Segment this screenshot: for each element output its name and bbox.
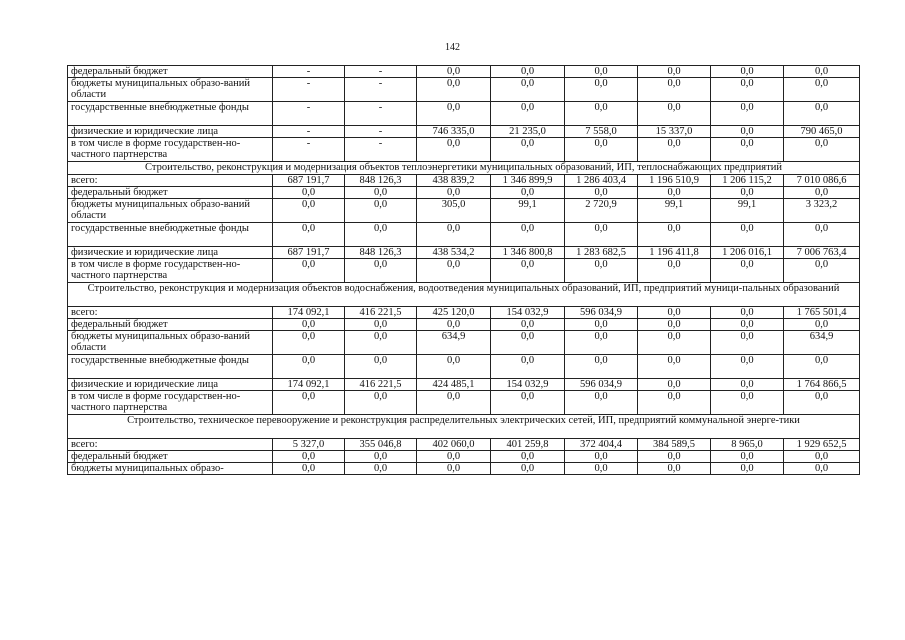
value-cell: 0,0 bbox=[491, 78, 565, 102]
value-cell: 7 010 086,6 bbox=[784, 175, 860, 187]
row-label: бюджеты муниципальных образо-ваний области bbox=[68, 331, 273, 355]
value-cell: 0,0 bbox=[417, 138, 491, 162]
value-cell: 1 764 866,5 bbox=[784, 379, 860, 391]
value-cell: - bbox=[345, 138, 417, 162]
row-label: физические и юридические лица bbox=[68, 126, 273, 138]
value-cell: 0,0 bbox=[784, 138, 860, 162]
value-cell: 687 191,7 bbox=[273, 247, 345, 259]
value-cell: 0,0 bbox=[711, 355, 784, 379]
value-cell: 8 965,0 bbox=[711, 439, 784, 451]
section-title: Строительство, техническое перевооружение и реконструкция распределительных электрических сетей, ИП, предприятий коммунальной энерге-тики bbox=[68, 415, 860, 439]
value-cell: 687 191,7 bbox=[273, 175, 345, 187]
row-label: федеральный бюджет bbox=[68, 319, 273, 331]
value-cell: 1 283 682,5 bbox=[565, 247, 638, 259]
value-cell: 0,0 bbox=[491, 331, 565, 355]
value-cell: 2 720,9 bbox=[565, 199, 638, 223]
value-cell: 0,0 bbox=[417, 66, 491, 78]
table-row bbox=[68, 187, 860, 199]
value-cell: 634,9 bbox=[784, 331, 860, 355]
value-cell: 0,0 bbox=[638, 463, 711, 475]
value-cell: 0,0 bbox=[638, 451, 711, 463]
value-cell: 0,0 bbox=[417, 223, 491, 247]
section-header-row bbox=[68, 415, 860, 439]
value-cell: 0,0 bbox=[417, 463, 491, 475]
value-cell: 1 346 899,9 bbox=[491, 175, 565, 187]
value-cell: 0,0 bbox=[345, 259, 417, 283]
value-cell: 0,0 bbox=[638, 187, 711, 199]
table-row bbox=[68, 199, 860, 223]
value-cell: 438 839,2 bbox=[417, 175, 491, 187]
table-row bbox=[68, 463, 860, 475]
value-cell: 0,0 bbox=[417, 319, 491, 331]
value-cell: 0,0 bbox=[638, 319, 711, 331]
value-cell: 790 465,0 bbox=[784, 126, 860, 138]
value-cell: 0,0 bbox=[345, 199, 417, 223]
value-cell: 0,0 bbox=[711, 187, 784, 199]
value-cell: 746 335,0 bbox=[417, 126, 491, 138]
section-title: Строительство, реконструкция и модернизация объектов водоснабжения, водоотведения муниципальных образований, ИП, предприятий муници-пальных образований bbox=[68, 283, 860, 307]
value-cell: 0,0 bbox=[565, 451, 638, 463]
value-cell: 0,0 bbox=[711, 102, 784, 126]
value-cell: 0,0 bbox=[345, 391, 417, 415]
value-cell: - bbox=[345, 102, 417, 126]
row-label: бюджеты муниципальных образо- bbox=[68, 463, 273, 475]
row-label: государственные внебюджетные фонды bbox=[68, 355, 273, 379]
value-cell: 0,0 bbox=[711, 331, 784, 355]
value-cell: 0,0 bbox=[417, 259, 491, 283]
value-cell: - bbox=[345, 78, 417, 102]
value-cell: 0,0 bbox=[491, 451, 565, 463]
value-cell: 0,0 bbox=[711, 379, 784, 391]
value-cell: 0,0 bbox=[565, 355, 638, 379]
value-cell: 0,0 bbox=[491, 102, 565, 126]
value-cell: 0,0 bbox=[345, 463, 417, 475]
value-cell: 0,0 bbox=[491, 138, 565, 162]
value-cell: - bbox=[273, 102, 345, 126]
value-cell: 305,0 bbox=[417, 199, 491, 223]
value-cell: 0,0 bbox=[345, 187, 417, 199]
row-label: федеральный бюджет bbox=[68, 451, 273, 463]
table-row bbox=[68, 247, 860, 259]
value-cell: 372 404,4 bbox=[565, 439, 638, 451]
table-row bbox=[68, 223, 860, 247]
row-label: всего: bbox=[68, 175, 273, 187]
value-cell: 0,0 bbox=[784, 259, 860, 283]
value-cell: 0,0 bbox=[417, 78, 491, 102]
value-cell: 1 929 652,5 bbox=[784, 439, 860, 451]
value-cell: 0,0 bbox=[273, 319, 345, 331]
table-row bbox=[68, 66, 860, 78]
value-cell: 0,0 bbox=[417, 102, 491, 126]
value-cell: 0,0 bbox=[784, 451, 860, 463]
value-cell: 416 221,5 bbox=[345, 307, 417, 319]
value-cell: 0,0 bbox=[345, 319, 417, 331]
value-cell: 0,0 bbox=[345, 355, 417, 379]
value-cell: - bbox=[345, 126, 417, 138]
row-label: всего: bbox=[68, 307, 273, 319]
value-cell: 3 323,2 bbox=[784, 199, 860, 223]
value-cell: 0,0 bbox=[711, 391, 784, 415]
value-cell: 1 346 800,8 bbox=[491, 247, 565, 259]
value-cell: 1 196 411,8 bbox=[638, 247, 711, 259]
value-cell: 0,0 bbox=[784, 391, 860, 415]
value-cell: 0,0 bbox=[711, 463, 784, 475]
value-cell: 5 327,0 bbox=[273, 439, 345, 451]
value-cell: 0,0 bbox=[273, 463, 345, 475]
value-cell: 0,0 bbox=[491, 259, 565, 283]
value-cell: 0,0 bbox=[491, 187, 565, 199]
value-cell: 1 765 501,4 bbox=[784, 307, 860, 319]
row-label: в том числе в форме государствен-но-частного партнерства bbox=[68, 259, 273, 283]
row-label: государственные внебюджетные фонды bbox=[68, 223, 273, 247]
value-cell: 99,1 bbox=[638, 199, 711, 223]
value-cell: 425 120,0 bbox=[417, 307, 491, 319]
value-cell: 416 221,5 bbox=[345, 379, 417, 391]
value-cell: 21 235,0 bbox=[491, 126, 565, 138]
value-cell: 0,0 bbox=[638, 223, 711, 247]
value-cell: - bbox=[273, 66, 345, 78]
value-cell: 0,0 bbox=[565, 259, 638, 283]
value-cell: 0,0 bbox=[273, 331, 345, 355]
value-cell: 0,0 bbox=[491, 463, 565, 475]
table-row bbox=[68, 259, 860, 283]
value-cell: 0,0 bbox=[273, 391, 345, 415]
table-row bbox=[68, 391, 860, 415]
row-label: федеральный бюджет bbox=[68, 187, 273, 199]
value-cell: 1 206 016,1 bbox=[711, 247, 784, 259]
value-cell: 99,1 bbox=[711, 199, 784, 223]
row-label: физические и юридические лица bbox=[68, 247, 273, 259]
value-cell: 0,0 bbox=[273, 199, 345, 223]
value-cell: 0,0 bbox=[638, 78, 711, 102]
table-row bbox=[68, 126, 860, 138]
value-cell: 1 196 510,9 bbox=[638, 175, 711, 187]
value-cell: 0,0 bbox=[273, 187, 345, 199]
value-cell: 0,0 bbox=[711, 138, 784, 162]
value-cell: - bbox=[273, 126, 345, 138]
value-cell: 0,0 bbox=[638, 391, 711, 415]
row-label: физические и юридические лица bbox=[68, 379, 273, 391]
table-row bbox=[68, 78, 860, 102]
value-cell: 0,0 bbox=[273, 451, 345, 463]
table-row bbox=[68, 102, 860, 126]
value-cell: 401 259,8 bbox=[491, 439, 565, 451]
value-cell: 384 589,5 bbox=[638, 439, 711, 451]
value-cell: 0,0 bbox=[784, 78, 860, 102]
value-cell: 174 092,1 bbox=[273, 379, 345, 391]
value-cell: 0,0 bbox=[565, 187, 638, 199]
section-title: Строительство, реконструкция и модернизация объектов теплоэнергетики муниципальных образований, ИП, теплоснабжающих предприятий bbox=[68, 162, 860, 175]
value-cell: 0,0 bbox=[417, 391, 491, 415]
value-cell: 0,0 bbox=[491, 319, 565, 331]
value-cell: 174 092,1 bbox=[273, 307, 345, 319]
value-cell: 0,0 bbox=[711, 126, 784, 138]
table-row bbox=[68, 331, 860, 355]
value-cell: 0,0 bbox=[638, 138, 711, 162]
table-row bbox=[68, 355, 860, 379]
value-cell: 0,0 bbox=[417, 187, 491, 199]
row-label: бюджеты муниципальных образо-ваний области bbox=[68, 199, 273, 223]
value-cell: 0,0 bbox=[638, 379, 711, 391]
value-cell: 0,0 bbox=[711, 319, 784, 331]
value-cell: 0,0 bbox=[565, 78, 638, 102]
value-cell: 0,0 bbox=[417, 355, 491, 379]
value-cell: 7 558,0 bbox=[565, 126, 638, 138]
value-cell: 596 034,9 bbox=[565, 379, 638, 391]
value-cell: 355 046,8 bbox=[345, 439, 417, 451]
value-cell: 0,0 bbox=[491, 355, 565, 379]
value-cell: - bbox=[345, 66, 417, 78]
table-row bbox=[68, 439, 860, 451]
value-cell: 0,0 bbox=[565, 463, 638, 475]
row-label: бюджеты муниципальных образо-ваний области bbox=[68, 78, 273, 102]
value-cell: - bbox=[273, 138, 345, 162]
value-cell: 848 126,3 bbox=[345, 175, 417, 187]
row-label: в том числе в форме государствен-но-частного партнерства bbox=[68, 391, 273, 415]
value-cell: 0,0 bbox=[784, 66, 860, 78]
value-cell: 0,0 bbox=[784, 102, 860, 126]
value-cell: 0,0 bbox=[638, 331, 711, 355]
value-cell: - bbox=[273, 78, 345, 102]
value-cell: 0,0 bbox=[565, 102, 638, 126]
value-cell: 0,0 bbox=[273, 223, 345, 247]
value-cell: 0,0 bbox=[345, 223, 417, 247]
value-cell: 0,0 bbox=[565, 331, 638, 355]
value-cell: 0,0 bbox=[345, 451, 417, 463]
value-cell: 0,0 bbox=[565, 319, 638, 331]
row-label: в том числе в форме государствен-но-частного партнерства bbox=[68, 138, 273, 162]
table-row bbox=[68, 379, 860, 391]
section-header-row bbox=[68, 162, 860, 175]
value-cell: 0,0 bbox=[638, 66, 711, 78]
value-cell: 0,0 bbox=[491, 66, 565, 78]
table-row bbox=[68, 138, 860, 162]
value-cell: 0,0 bbox=[711, 66, 784, 78]
value-cell: 0,0 bbox=[638, 307, 711, 319]
value-cell: 0,0 bbox=[273, 259, 345, 283]
row-label: федеральный бюджет bbox=[68, 66, 273, 78]
value-cell: 0,0 bbox=[638, 355, 711, 379]
table-row bbox=[68, 175, 860, 187]
value-cell: 0,0 bbox=[417, 451, 491, 463]
value-cell: 0,0 bbox=[784, 223, 860, 247]
value-cell: 0,0 bbox=[638, 102, 711, 126]
value-cell: 0,0 bbox=[565, 223, 638, 247]
page-number: 142 bbox=[445, 42, 460, 53]
value-cell: 0,0 bbox=[784, 187, 860, 199]
value-cell: 1 206 115,2 bbox=[711, 175, 784, 187]
value-cell: 0,0 bbox=[565, 66, 638, 78]
value-cell: 0,0 bbox=[784, 463, 860, 475]
budget-table bbox=[67, 65, 860, 475]
value-cell: 0,0 bbox=[491, 391, 565, 415]
value-cell: 99,1 bbox=[491, 199, 565, 223]
section-header-row bbox=[68, 283, 860, 307]
value-cell: 1 286 403,4 bbox=[565, 175, 638, 187]
value-cell: 848 126,3 bbox=[345, 247, 417, 259]
value-cell: 0,0 bbox=[273, 355, 345, 379]
value-cell: 0,0 bbox=[565, 138, 638, 162]
value-cell: 0,0 bbox=[711, 259, 784, 283]
row-label: всего: bbox=[68, 439, 273, 451]
value-cell: 0,0 bbox=[491, 223, 565, 247]
row-label: государственные внебюджетные фонды bbox=[68, 102, 273, 126]
value-cell: 0,0 bbox=[565, 391, 638, 415]
value-cell: 15 337,0 bbox=[638, 126, 711, 138]
value-cell: 402 060,0 bbox=[417, 439, 491, 451]
value-cell: 0,0 bbox=[711, 223, 784, 247]
value-cell: 0,0 bbox=[711, 451, 784, 463]
value-cell: 424 485,1 bbox=[417, 379, 491, 391]
table-row bbox=[68, 319, 860, 331]
table-row bbox=[68, 307, 860, 319]
value-cell: 154 032,9 bbox=[491, 307, 565, 319]
value-cell: 0,0 bbox=[711, 78, 784, 102]
value-cell: 596 034,9 bbox=[565, 307, 638, 319]
value-cell: 154 032,9 bbox=[491, 379, 565, 391]
value-cell: 0,0 bbox=[784, 319, 860, 331]
value-cell: 0,0 bbox=[345, 331, 417, 355]
value-cell: 0,0 bbox=[784, 355, 860, 379]
table-row bbox=[68, 451, 860, 463]
value-cell: 0,0 bbox=[638, 259, 711, 283]
value-cell: 7 006 763,4 bbox=[784, 247, 860, 259]
value-cell: 438 534,2 bbox=[417, 247, 491, 259]
value-cell: 634,9 bbox=[417, 331, 491, 355]
value-cell: 0,0 bbox=[711, 307, 784, 319]
